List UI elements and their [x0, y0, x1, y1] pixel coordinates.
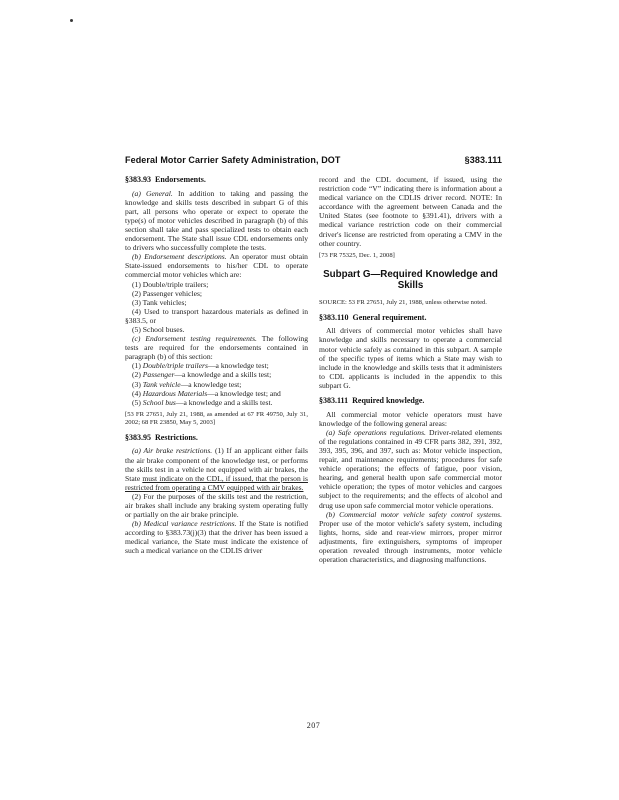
- paragraph: (b) Endorsement descriptions. An operator must obtain State-issued endorsements to his/her CDL to operate commercial motor vehicles which are:: [125, 252, 308, 280]
- paragraph: (2) Passenger—a knowledge and a skills test;: [132, 370, 272, 380]
- paragraph: All drivers of commercial motor vehicles shall have knowledge and skills necessary to operate a commercial motor vehicle safely as contained in this subpart. A sample of the specific types of items which a State may wish to include in the knowledge and skills tests that it administers to CDL applicants is included in the appendix to this subpart G.: [319, 326, 502, 390]
- paragraph: record and the CDL document, if issued, using the restriction code “V” indicating there is information about a medical variance on the CDLIS driver record. NOTE: In accordance with the agreement between Canada and the United States (see footnote to §391.41), drivers with a medical variance restriction code on their commercial driver's license are restricted from operating a CMV in the other country.: [319, 175, 502, 248]
- paragraph: (a) General. In addition to taking and passing the knowledge and skills tests described in subpart G of this part, all persons who operate or expect to operate the type(s) of motor vehicles described in paragraph (b) of this section shall take and pass specialized tests to obtain each endorsement. The State shall issue CDL endorsements only to drivers who successfully complete the tests.: [125, 188, 308, 253]
- scan-artifact-dot: [70, 19, 73, 22]
- citation-note: [53 FR 27651, July 21, 1988, as amended at 67 FR 49750, July 31, 2002; 68 FR 23850, May 5, 2003]: [125, 410, 308, 426]
- paragraph: (3) Tank vehicles;: [132, 297, 187, 307]
- right-column: [319, 175, 502, 564]
- paragraph: All commercial motor vehicle operators must have knowledge of the following general areas:: [319, 409, 502, 428]
- page-content: [125, 155, 502, 564]
- paragraph: (5) School buses.: [132, 325, 185, 334]
- paragraph: (c) Endorsement testing requirements. The following tests are required for the endorsements contained in paragraph (b) of this section:: [125, 334, 308, 362]
- section-heading: §383.110 General requirement.: [319, 312, 427, 322]
- section-heading: §383.111 Required knowledge.: [319, 396, 425, 405]
- left-column: [125, 175, 308, 564]
- paragraph: (3) Tank vehicle—a knowledge test;: [132, 379, 242, 389]
- two-column-text: [125, 175, 502, 564]
- paragraph: (5) School bus—a knowledge and a skills test.: [132, 397, 273, 407]
- paragraph: (2) Passenger vehicles;: [132, 288, 203, 298]
- paragraph: (a) Air brake restrictions. (1) If an applicant either fails the air brake component of the knowledge test, or performs the skills test in a vehicle not equipped with air brakes, the State must indicate on the CDL, if issued, that the person is restricted from operating a CMV equipped with air brakes.: [125, 446, 308, 492]
- paragraph: (1) Double/triple trailers—a knowledge test;: [132, 361, 269, 371]
- section-heading: §383.95 Restrictions.: [125, 432, 198, 442]
- paragraph: (a) Safe operations regulations. Driver-related elements of the regulations contained in 49 CFR parts 382, 391, 392, 393, 395, 396, and 397, such as: Motor vehicle inspection, repair, and maintenance requirements; procedures for safe vehicle operations; the effects of fatigue, poor vision, hearing, and general health upon safe commercial motor vehicle operation; the types of motor vehicles and cargoes subject to the requirements; and the effects of alcohol and drug use upon safe commercial motor vehicle operations.: [319, 427, 503, 510]
- paragraph: (2) For the purposes of the skills test and the restriction, air brakes shall include any braking system operating fully or partially on the air brake principle.: [125, 491, 308, 520]
- paragraph: (b) Commercial motor vehicle safety control systems. Proper use of the motor vehicle's safety system, including lights, horns, side and rear-view mirrors, proper mirror adjustments, fire extinguishers, symptoms of improper operation revealed through instruments, motor vehicle operation characteristics, and diagnosing malfunctions.: [319, 509, 502, 565]
- paragraph: (4) Used to transport hazardous materials as defined in §383.5, or: [125, 306, 308, 325]
- running-header-section: §383.111: [464, 155, 502, 165]
- subpart-heading: Subpart G—Required Knowledge and Skills: [323, 268, 498, 292]
- section-heading: §383.93 Endorsements.: [125, 175, 206, 184]
- page-number: 207: [306, 721, 321, 730]
- running-header: [125, 155, 502, 165]
- paragraph: (b) Medical variance restrictions. If the State is notified according to §383.73(j)(3) that the driver has been issued a medical variance, the State must indicate the existence of such a medical variance on the CDLIS driver: [125, 519, 308, 556]
- paragraph: (4) Hazardous Materials—a knowledge test; and: [132, 388, 281, 398]
- running-header-title: Federal Motor Carrier Safety Administration, DOT: [125, 155, 341, 165]
- source-note: SOURCE: 53 FR 27651, July 21, 1988, unless otherwise noted.: [319, 298, 487, 306]
- paragraph: (1) Double/triple trailers;: [132, 279, 209, 289]
- citation-note: [73 FR 75325, Dec. 1, 2008]: [319, 251, 395, 259]
